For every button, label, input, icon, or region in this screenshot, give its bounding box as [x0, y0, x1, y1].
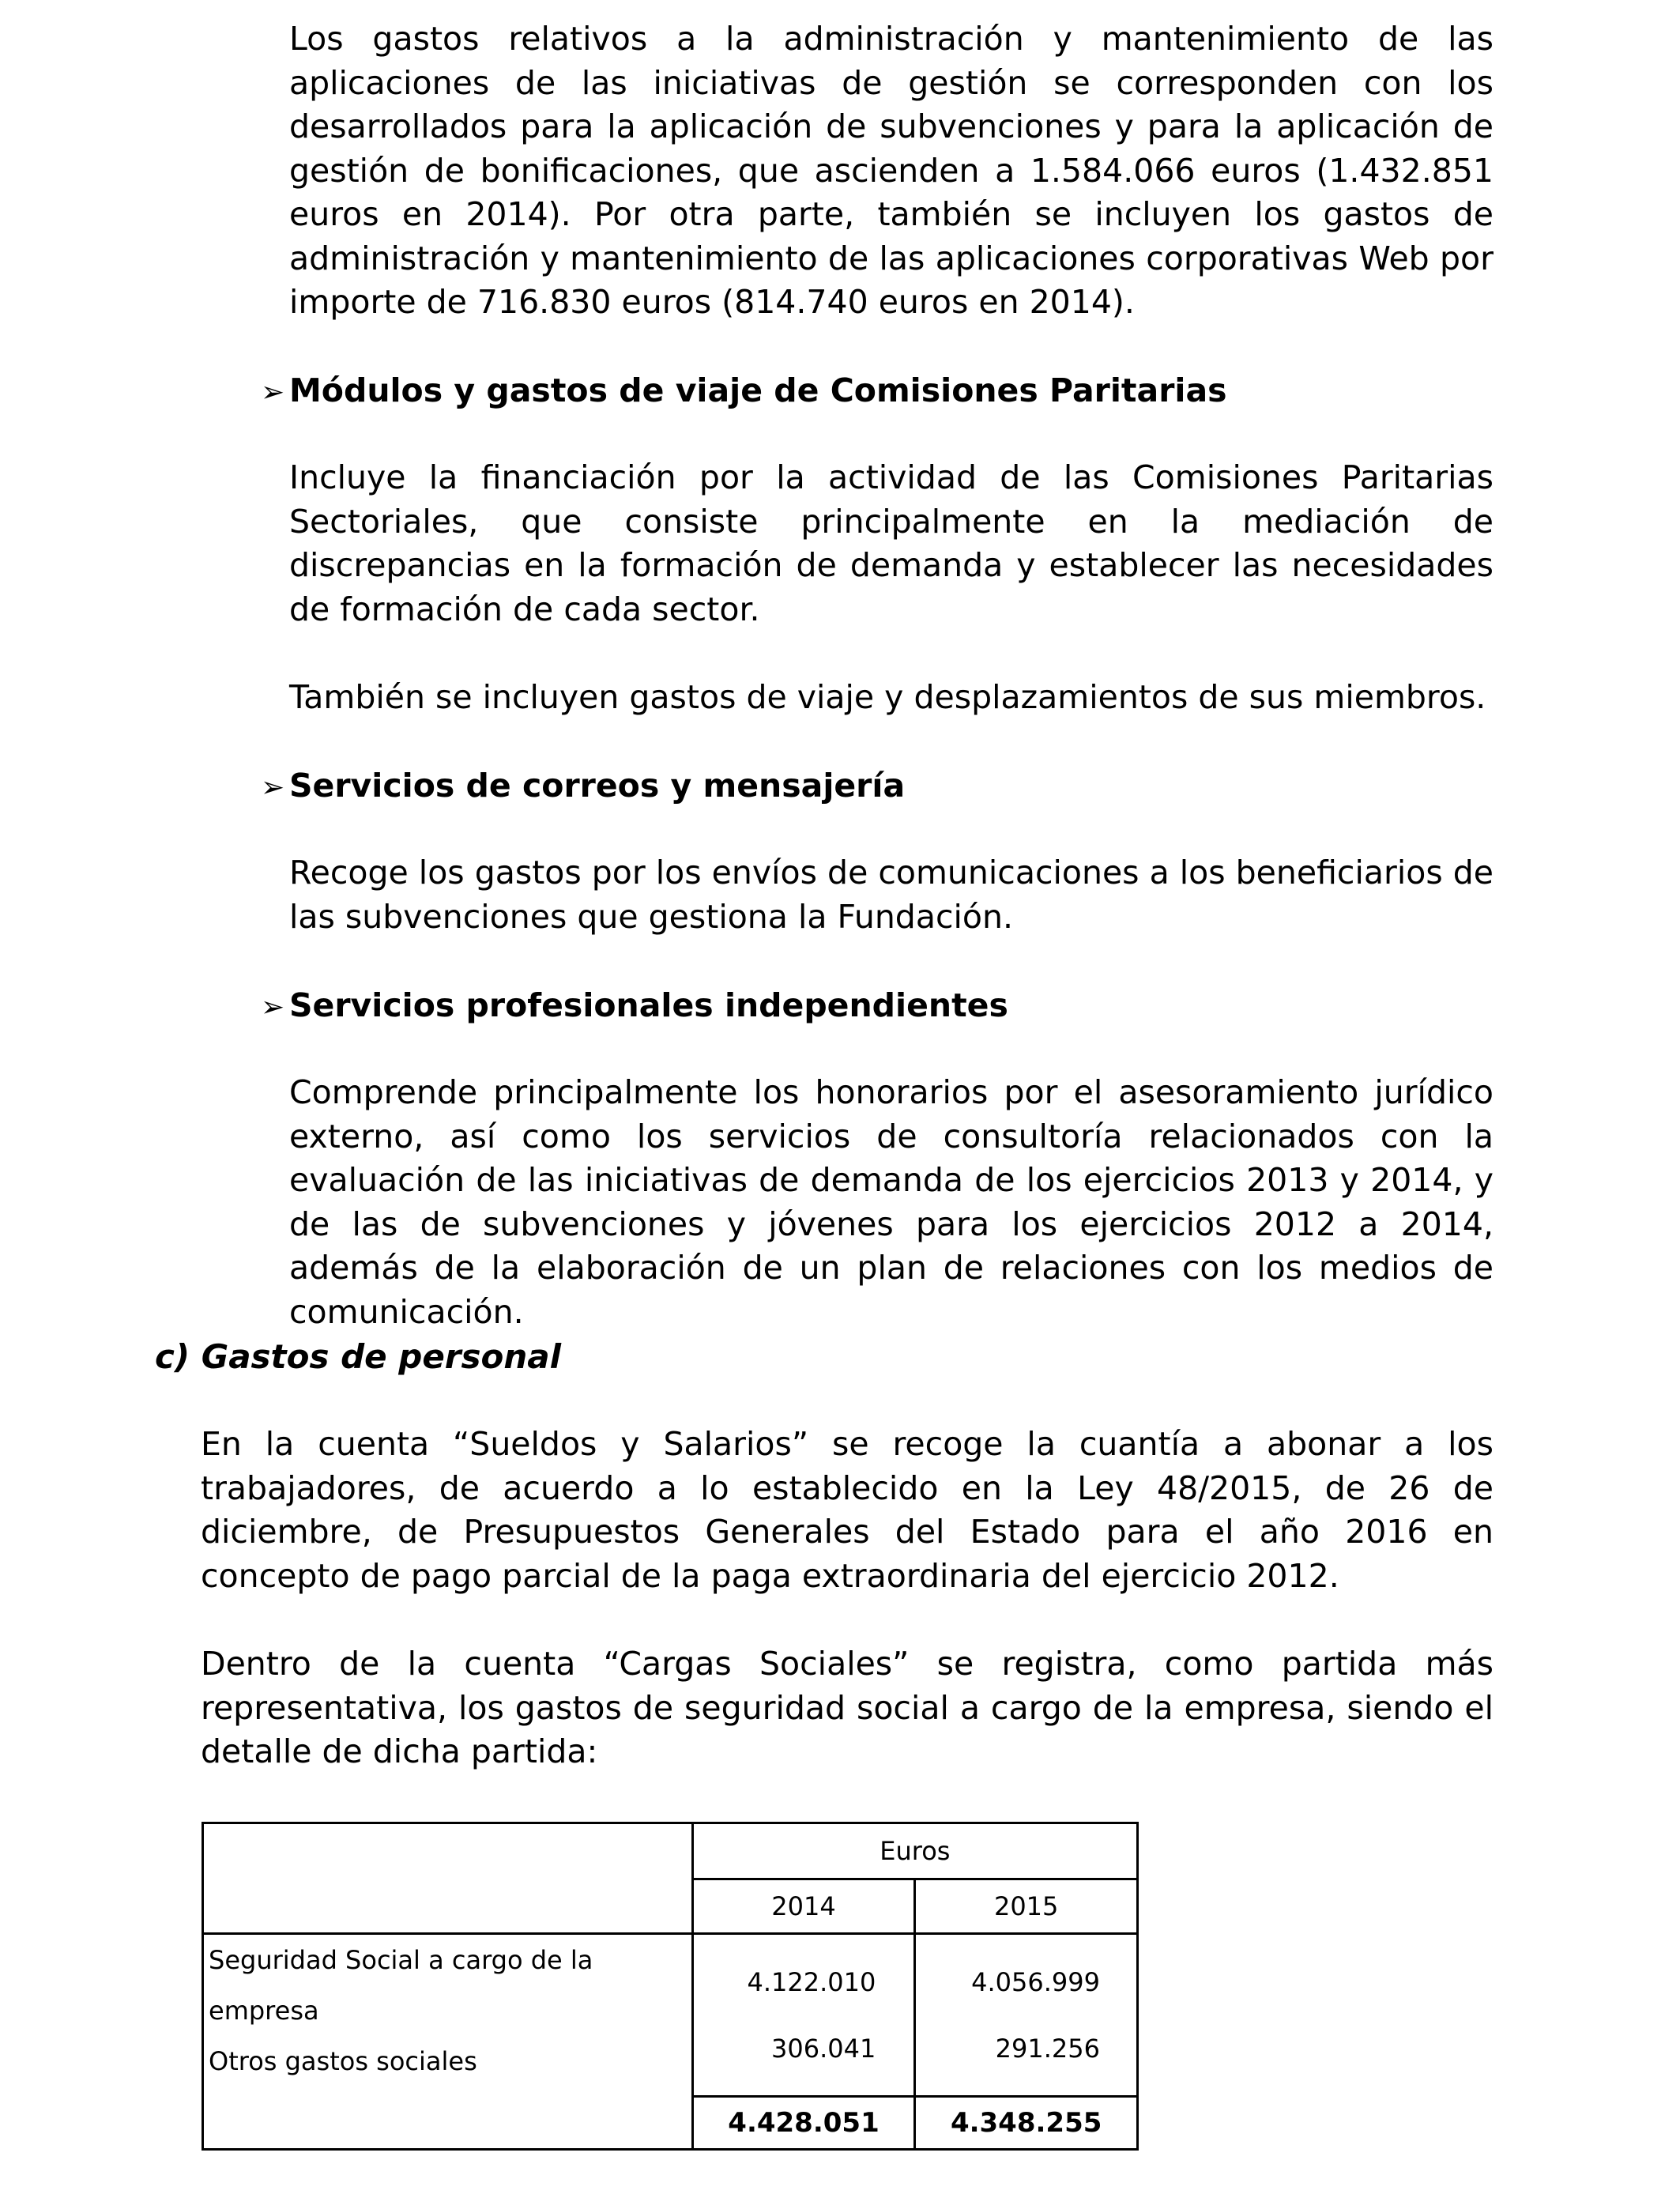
paragraph-comisiones: Incluye la financiación por la actividad de las Comisiones Paritarias Sectoriales, que consiste principalmente en la mediación de discrepancias en la formación de demanda y establecer las necesidades de formación de cada sector.: [289, 458, 1494, 628]
cargas-sociales-table: [202, 1822, 1139, 2151]
euros-header: Euros: [692, 1823, 1137, 1879]
value-otros-2014: 306.041: [771, 2033, 876, 2064]
arrow-bullet-icon: ➢: [261, 376, 285, 409]
heading-servicios-text: Servicios profesionales independientes: [289, 986, 1008, 1024]
heading-modulos-text: Módulos y gastos de viaje de Comisiones Paritarias: [289, 371, 1227, 409]
paragraph-correos: Recoge los gastos por los envíos de comunicaciones a los beneficiarios de las subvenciones que gestiona la Fundación.: [289, 854, 1494, 936]
row-label-otros-gastos: Otros gastos sociales: [209, 2046, 477, 2076]
arrow-bullet-icon: ➢: [261, 771, 285, 804]
total-2015: 4.348.255: [915, 2097, 1138, 2150]
paragraph-cargas: Dentro de la cuenta “Cargas Sociales” se registra, como partida más representativa, los gastos de seguridad social a cargo de la empresa, siendo el detalle de dicha partida:: [201, 1645, 1494, 1770]
value-seguridad-2015: 4.056.999: [971, 1966, 1100, 1997]
values-2014-cell: [692, 1934, 915, 2097]
row-labels-cell: [203, 1934, 693, 2150]
values-2015-cell: [915, 1934, 1138, 2097]
year-2015-header: 2015: [915, 1879, 1138, 1934]
paragraph-servicios: Comprende principalmente los honorarios por el asesoramiento jurídico externo, así como los servicios de consultoría relacionados con la evaluación de las iniciativas de demanda de los ejercicios 2013 y 2014, y de las de subvenciones y jóvenes para los ejercicios 2012 a 2014, además de la elaboración de un plan de relaciones con los medios de comunicación.: [289, 1073, 1494, 1331]
heading-correos: [261, 763, 905, 810]
row-label-seguridad-social: Seguridad Social a cargo de la empresa: [209, 1945, 593, 2026]
value-otros-2015: 291.256: [995, 2033, 1100, 2064]
paragraph-aplicaciones: Los gastos relativos a la administración y mantenimiento de las aplicaciones de las iniciativas de gestión se corresponden con los desarrollados para la aplicación de subvenciones y para la aplicación de gestión de bonificaciones, que ascienden a 1.584.066 euros (1.432.851 euros en 2014). Por otra parte, también se incluyen los gastos de administración y mantenimiento de las aplicaciones corporativas Web por importe de 716.830 euros (814.740 euros en 2014).: [289, 20, 1494, 321]
total-2014: 4.428.051: [692, 2097, 915, 2150]
year-2014-header: 2014: [692, 1879, 915, 1934]
section-title-gastos-personal: c) Gastos de personal: [155, 1337, 562, 1376]
paragraph-viajes: También se incluyen gastos de viaje y desplazamientos de sus miembros.: [289, 678, 1486, 716]
arrow-bullet-icon: ➢: [261, 991, 285, 1023]
paragraph-sueldos: En la cuenta “Sueldos y Salarios” se recoge la cuantía a abonar a los trabajadores, de acuerdo a lo establecido en la Ley 48/2015, de 26 de diciembre, de Presupuestos Generales del Estado para el año 2016 en concepto de pago parcial de la paga extraordinaria del ejercicio 2012.: [201, 1425, 1494, 1595]
value-seguridad-2014: 4.122.010: [747, 1966, 876, 1997]
heading-servicios: [261, 983, 1008, 1030]
heading-modulos: [261, 368, 1227, 415]
heading-correos-text: Servicios de correos y mensajería: [289, 767, 906, 805]
table-corner-cell: [203, 1823, 693, 1934]
